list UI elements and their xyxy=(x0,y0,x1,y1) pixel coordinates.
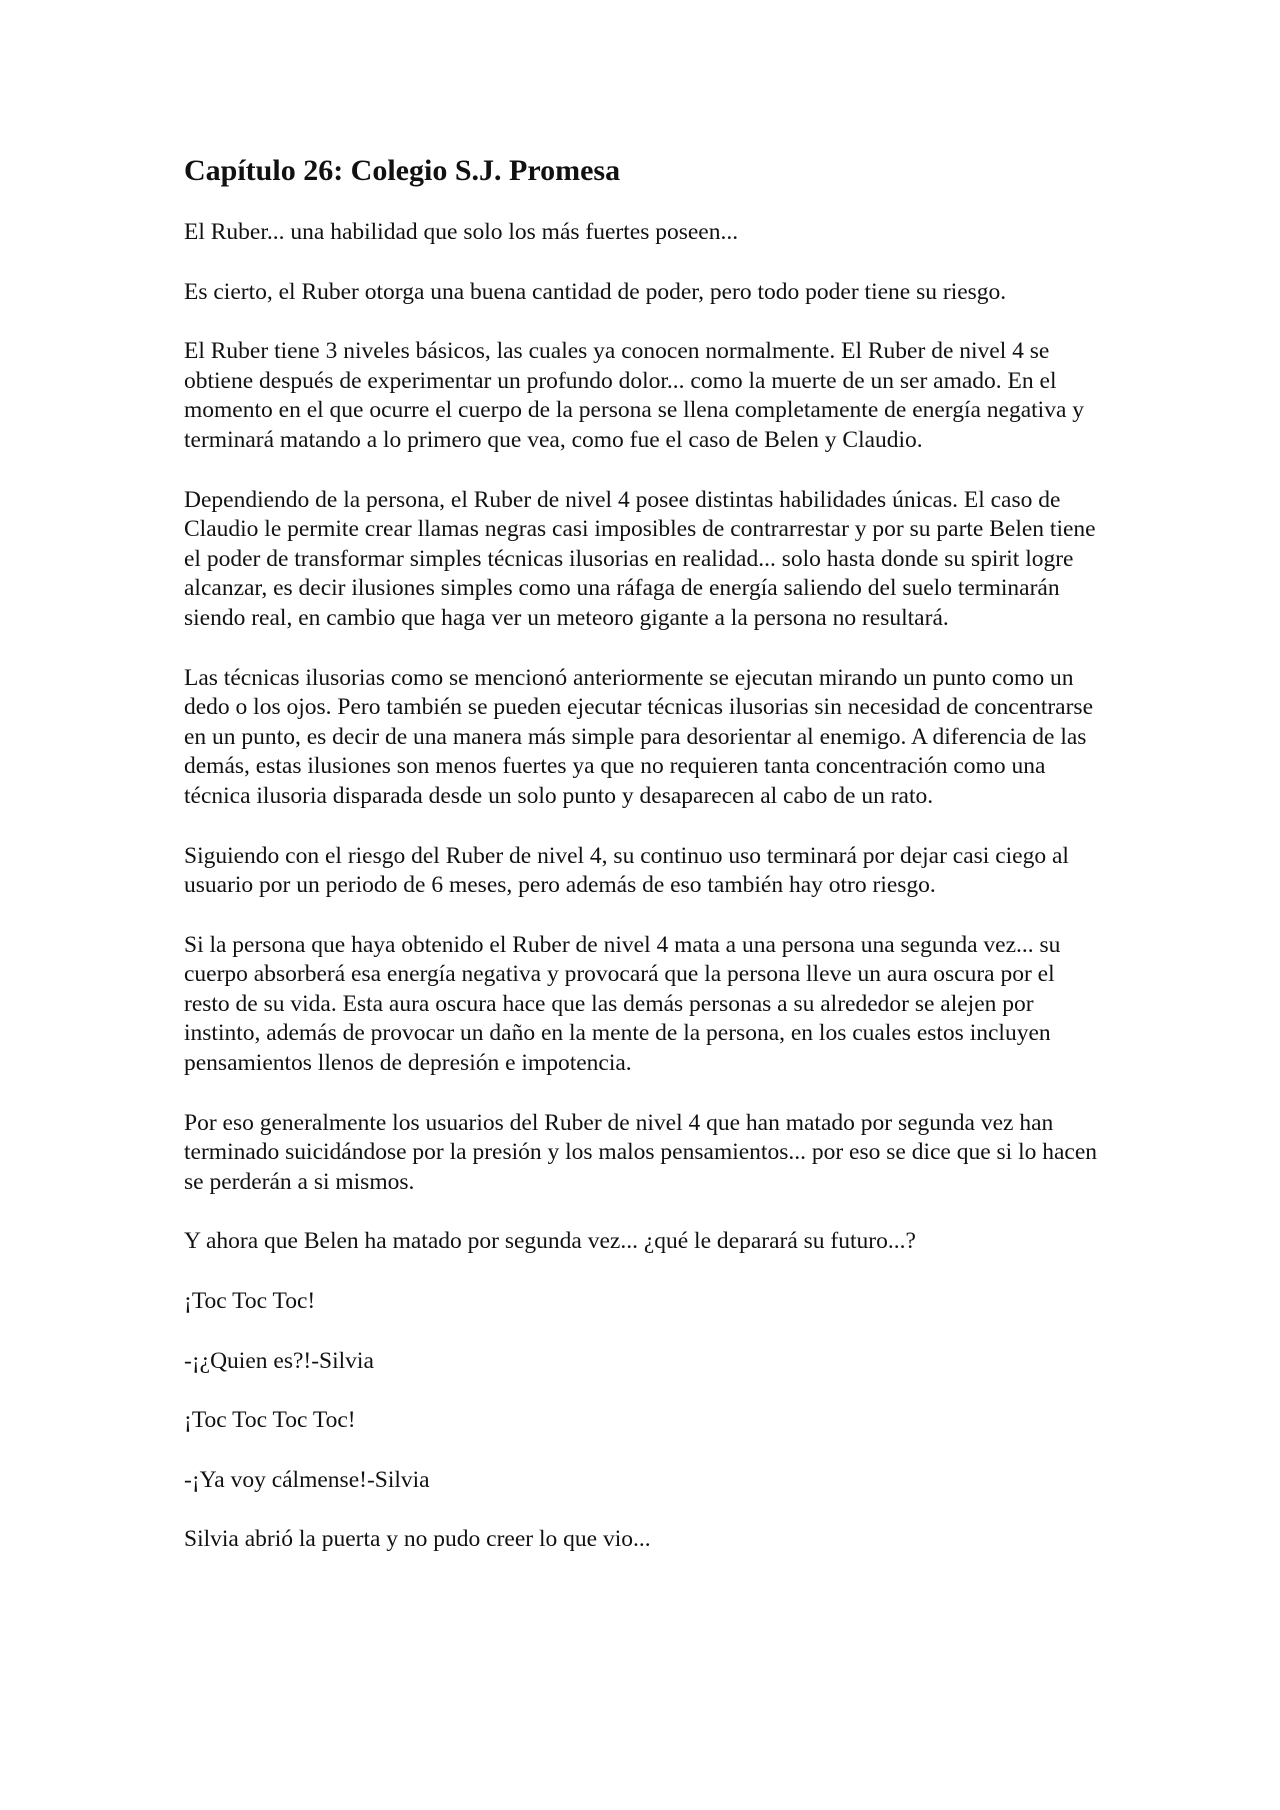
paragraph-risk: Es cierto, el Ruber otorga una buena cantidad de poder, pero todo poder tiene su riesgo. xyxy=(184,278,1007,305)
paragraph-dark-aura: Si la persona que haya obtenido el Ruber de nivel 4 mata a una persona una segunda vez... su cuerpo absorberá esa energía negativa y provocará que la persona lleve un aura oscura por el resto de su vida. Esta aura oscura hace que las demás personas a su alrededor se alejen por instinto, además de provocar un daño en la mente de la persona, en los cuales estos incluyen pensamientos llenos de depresión e impotencia. xyxy=(184,931,1061,1077)
paragraph-knock-1: ¡Toc Toc Toc! xyxy=(184,1288,316,1315)
paragraph-ending: Silvia abrió la puerta y no pudo creer lo que vio... xyxy=(184,1526,651,1553)
paragraph-illusions: Las técnicas ilusorias como se mencionó anteriormente se ejecutan mirando un punto como un dedo o los ojos. Pero también se pueden ejecutar técnicas ilusorias sin necesidad de concentrarse en un punto, es decir de una manera más simple para desorientar al enemigo. A diferencia de las demás, estas ilusiones son menos fuertes ya que no requieren tanta concentración como una técnica ilusoria disparada desde un solo punto y desaparecen al cabo de un rato. xyxy=(184,664,1094,809)
paragraph-dialogue-1: -¡¿Quien es?!-Silvia xyxy=(184,1347,374,1374)
paragraph-question: Y ahora que Belen ha matado por segunda vez... ¿qué le deparará su futuro...? xyxy=(184,1228,916,1255)
paragraph-levels: El Ruber tiene 3 niveles básicos, las cuales ya conocen normalmente. El Ruber de nivel 4 se obtiene después de experimentar un profundo dolor... como la muerte de un ser amado. En el momento en el que ocurre el cuerpo de la persona se llena completamente de energía negativa y terminará matando a lo primero que vea, como fue el caso de Belen y Claudio. xyxy=(184,338,1085,453)
paragraph-abilities: Dependiendo de la persona, el Ruber de nivel 4 posee distintas habilidades únicas. El caso de Claudio le permite crear llamas negras casi imposibles de contrarrestar y por su parte Belen tiene el poder de transformar simples técnicas ilusorias en realidad... solo hasta donde su spirit logre alcanzar, es decir ilusiones simples como una ráfaga de energía saliendo del suelo terminarán siendo real, en cambio que haga ver un meteoro gigante a la persona no resultará. xyxy=(184,486,1096,631)
document-body xyxy=(184,148,1104,1585)
paragraph-knock-2: ¡Toc Toc Toc Toc! xyxy=(184,1407,356,1434)
paragraph-blindness: Siguiendo con el riesgo del Ruber de nivel 4, su continuo uso terminará por dejar casi ciego al usuario por un periodo de 6 meses, pero además de eso también hay otro riesgo. xyxy=(184,842,1069,899)
paragraph-consequence: Por eso generalmente los usuarios del Ruber de nivel 4 que han matado por segunda vez han terminado suicidándose por la presión y los malos pensamientos... por eso se dice que si lo hacen se perderán a si mismos. xyxy=(184,1109,1098,1195)
paragraph-dialogue-2: -¡Ya voy cálmense!-Silvia xyxy=(184,1466,430,1493)
chapter-title: Capítulo 26: Colegio S.J. Promesa xyxy=(184,154,621,187)
paragraph-intro: El Ruber... una habilidad que solo los más fuertes poseen... xyxy=(184,219,739,245)
